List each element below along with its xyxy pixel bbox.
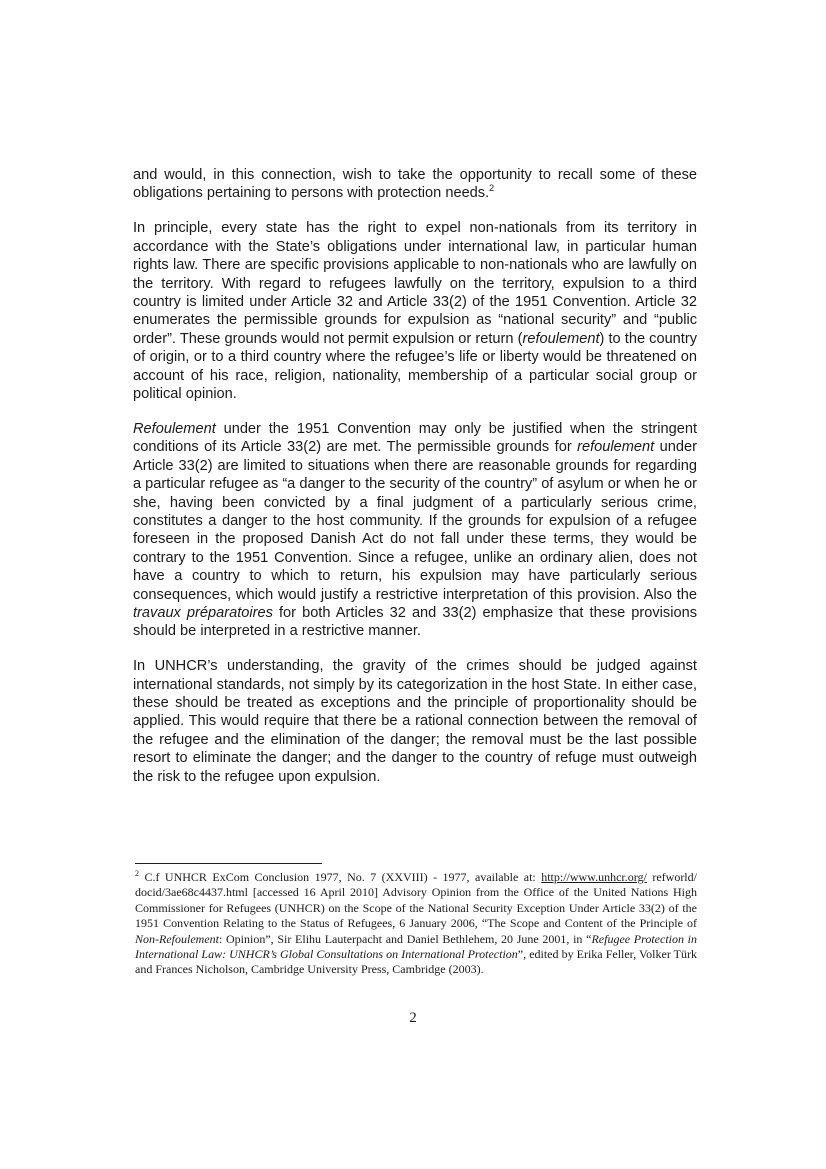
footnote-marker: 2 bbox=[135, 869, 139, 878]
footnote-emphasis-2: Refugee Protection in International Law: UNHCR’s Global Consultations on International Protection bbox=[135, 931, 698, 962]
footnote-emphasis-1: Non-Refoulement bbox=[135, 931, 219, 946]
footnote-separator bbox=[135, 863, 322, 864]
paragraph-1-text: and would, in this connection, wish to take the opportunity to recall some of these obligations pertaining to persons with protection needs. bbox=[133, 167, 697, 202]
paragraph-4 bbox=[133, 657, 697, 786]
page-number: 2 bbox=[409, 1010, 417, 1026]
paragraph-2-text-a: In principle, every state has the right to expel non-nationals from its territory in accordance with the State’s obligations under international law, in particular human rights law. There are specific provisions applicable to non-nationals who are lawfully on the territory. With regard to refugees lawfully on the territory, expulsion to a third country is limited under Article 32 and Article 33(2) of the 1951 Convention. Article 32 enumerates the permissible grounds for expulsion as “national security” and “public order”. These grounds would not permit expulsion or return ( bbox=[133, 220, 697, 347]
paragraph-4-text: In UNHCR’s understanding, the gravity of the crimes should be judged against international standards, not simply by its categorization in the host State. In either case, these should be treated as exceptions and the principle of proportionality should be applied. This would require that there be a rational connection between the removal of the refugee and the elimination of the danger; the removal must be the last possible resort to eliminate the danger; and the danger to the country of refuge must outweigh the risk to the refugee upon expulsion. bbox=[133, 658, 697, 785]
footnote-text-d: ”, edited by Erika Feller, Volker Türk and Frances Nicholson, Cambridge University Press, Cambridge (2003). bbox=[135, 947, 697, 977]
paragraph-3-emphasis-2: refoulement bbox=[577, 439, 655, 456]
footnote-text-a: C.f UNHCR ExCom Conclusion 1977, No. 7 (XXVIII) - 1977, available at: bbox=[139, 870, 542, 884]
paragraph-2-emphasis: refoulement bbox=[522, 330, 600, 347]
footnote-text-c: : Opinion”, Sir Elihu Lauterpacht and Daniel Bethlehem, 20 June 2001, in “ bbox=[218, 931, 592, 946]
footnote-url-link[interactable]: http://www.unhcr.org/ bbox=[541, 870, 647, 884]
paragraph-3-emphasis-1: Refoulement bbox=[133, 420, 216, 437]
paragraph-3-text-a: under the 1951 Convention may only be justified when the stringent conditions of its Article 33(2) are met. The permissible grounds for bbox=[133, 420, 697, 456]
footnote bbox=[135, 870, 697, 978]
footnote-text-b: refworld/ docid/3ae68c4437.html [accessed 16 April 2010] Advisory Opinion from the Office of the United Nations High Commissioner for Refugees (UNHCR) on the Scope of the National Security Exception Under Article 33(2) of the 1951 Convention Relating to the Status of Refugees, 6 January 2006, “The Scope and Content of the Principle of bbox=[135, 870, 697, 931]
paragraph-3-text-c: for both Articles 32 and 33(2) emphasize that these provisions should be interpreted in a restrictive manner. bbox=[133, 604, 697, 640]
paragraph-2 bbox=[133, 219, 697, 403]
paragraph-3-text-b: under Article 33(2) are limited to situations when there are reasonable grounds for regarding a particular refugee as “a danger to the security of the country” of asylum or when he or she, having been convicted by a final judgment of a particularly serious crime, constitutes a danger to the host community. If the grounds for expulsion of a refugee foreseen in the proposed Danish Act do not fall under these terms, they would be contrary to the 1951 Convention. Since a refugee, unlike an ordinary alien, does not have a country to which to return, his expulsion may have particularly serious consequences, which would justify a restrictive interpretation of this provision. Also the bbox=[133, 439, 697, 603]
body-text bbox=[133, 166, 697, 803]
footnote-reference[interactable]: 2 bbox=[489, 183, 495, 194]
paragraph-2-text-b: ) to the country of origin, or to a third country where the refugee’s life or liberty would be threatened on account of his race, religion, nationality, membership of a particular social group or political opinion. bbox=[133, 330, 698, 402]
paragraph-1 bbox=[133, 166, 697, 203]
paragraph-3 bbox=[133, 420, 697, 641]
paragraph-3-emphasis-3: travaux préparatoires bbox=[133, 604, 273, 621]
